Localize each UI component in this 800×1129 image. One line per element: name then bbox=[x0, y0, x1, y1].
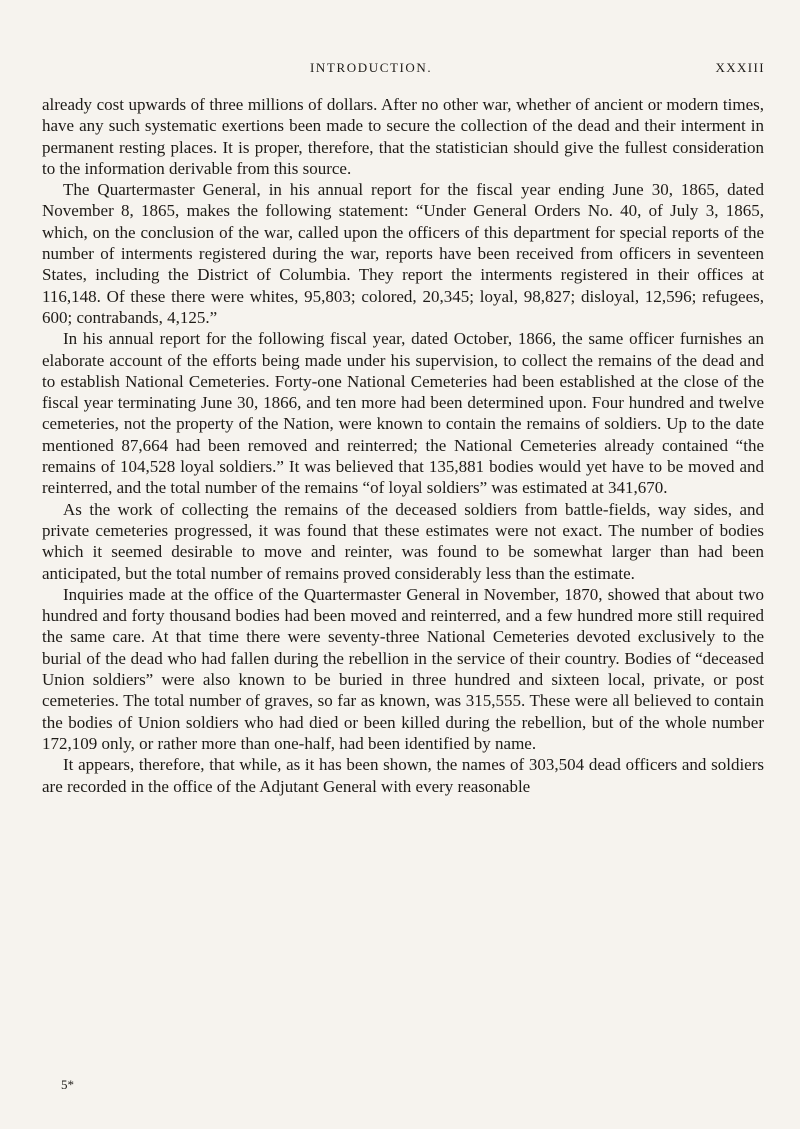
running-title: INTRODUCTION. bbox=[310, 60, 433, 75]
paragraph: As the work of collecting the remains of the deceased soldiers from battle-fields, way sides, and private cemeteries progressed, it was found that these estimates were not exact. The number of bodies which it seemed desirable to move and reinter, was found to be somewhat larger than had been anticipated, but the total number of remains proved considerably less than the estimate. bbox=[42, 499, 764, 583]
running-head bbox=[0, 60, 800, 82]
paragraph: Inquiries made at the office of the Quartermaster General in November, 1870, showed that about two hundred and forty thousand bodies had been moved and reinterred, and a few hundred more still required the same care. At that time there were seventy-three National Cemeteries devoted exclusively to the burial of the dead who had fallen during the rebellion in the service of their country. Bodies of “deceased Union soldiers” were also known to be buried in three hundred and sixteen local, private, or post cemeteries. The total number of graves, so far as known, was 315,555. These were all believed to contain the bodies of Union soldiers who had died or been killed during the rebellion, but of the whole number 172,109 only, or rather more than one-half, had been identified by name. bbox=[42, 584, 764, 753]
paragraph: In his annual report for the following fiscal year, dated October, 1866, the same officer furnishes an elaborate account of the efforts being made under his supervision, to collect the remains of the dead and to establish National Cemeteries. Forty-one National Cemeteries had been established at the close of the fiscal year terminating June 30, 1866, and ten more had been determined upon. Four hundred and twelve cemeteries, not the property of the Nation, were known to contain the remains of soldiers. Up to the date mentioned 87,664 had been removed and reinterred; the National Cemeteries already contained “the remains of 104,528 loyal soldiers.” It was believed that 135,881 bodies would yet have to be moved and reinterred, and the total number of the remains “of loyal soldiers” was estimated at 341,670. bbox=[42, 329, 764, 498]
paragraph: already cost upwards of three millions of dollars. After no other war, whether of ancient or modern times, have any such systematic exertions been made to secure the collection of the dead and their interment in permanent resting places. It is proper, therefore, that the statistician should give the fullest consideration to the information derivable from this source. bbox=[42, 95, 764, 178]
paragraph: It appears, therefore, that while, as it has been shown, the names of 303,504 dead officers and soldiers are recorded in the office of the Adjutant General with every reasonable bbox=[42, 755, 764, 796]
paragraph: The Quartermaster General, in his annual report for the fiscal year ending June 30, 1865, dated November 8, 1865, makes the following statement: “Under General Orders No. 40, of July 3, 1865, which, on the conclusion of the war, called upon the officers of this department for special reports of the number of interments registered during the war, reports have been received from officers in seventeen States, including the District of Columbia. They report the interments registered in their offices at 116,148. Of these there were whites, 95,803; colored, 20,345; loyal, 98,827; disloyal, 12,596; refugees, 600; contrabands, 4,125.” bbox=[42, 180, 764, 327]
page-number: XXXIII bbox=[715, 60, 765, 75]
body-text bbox=[42, 94, 764, 797]
signature-mark: 5* bbox=[61, 1077, 74, 1092]
